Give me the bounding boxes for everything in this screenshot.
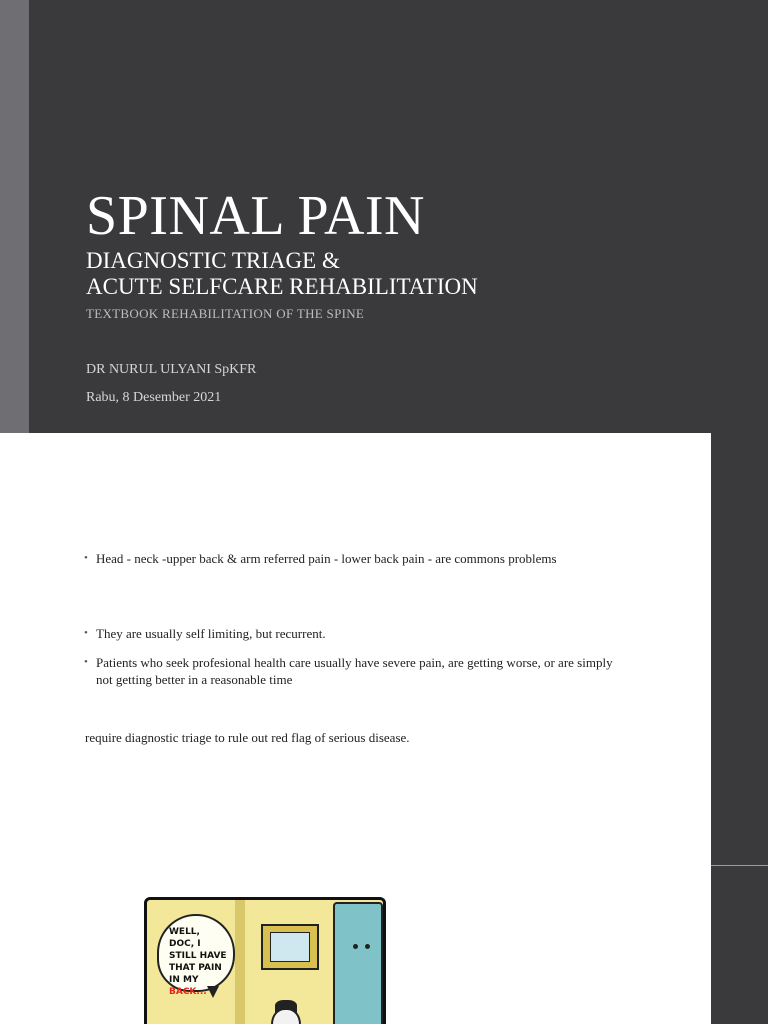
presentation-date: Rabu, 8 Desember 2021: [86, 390, 222, 405]
triage-note: require diagnostic triage to rule out red flag of serious disease.: [85, 730, 410, 745]
subtitle-line-2: ACUTE SELFCARE REHABILITATION: [86, 274, 478, 299]
slide-subtitle: [86, 248, 478, 300]
accent-bar: [0, 0, 29, 433]
bullet-dot: •: [84, 627, 88, 639]
bullet-dot: •: [84, 552, 88, 564]
author-name: DR NURUL ULYANI SpKFR: [86, 362, 257, 377]
cabinet-knob: [353, 944, 358, 949]
subtitle-line-1: DIAGNOSTIC TRIAGE &: [86, 248, 340, 273]
bullet-dot: •: [84, 656, 88, 668]
speech-emphasis: BACK...: [169, 987, 207, 997]
title-slide: [0, 0, 768, 433]
doctor-cartoon: [144, 897, 386, 1024]
wall-picture: [261, 924, 319, 970]
slide-title: SPINAL PAIN: [86, 185, 425, 247]
wall-strip: [235, 900, 245, 1024]
side-panel-lower: [711, 866, 768, 1024]
bullet-item: [84, 550, 624, 567]
picture-glass: [270, 932, 310, 962]
speech-bubble: [157, 914, 235, 997]
bullet-item: [84, 625, 624, 642]
bullet-text: Head - neck -upper back & arm referred pain - lower back pain - are commons problems: [96, 551, 557, 566]
slide-tagline: TEXTBOOK REHABILITATION OF THE SPINE: [86, 306, 365, 321]
side-panel: [711, 433, 768, 865]
bullet-text: Patients who seek profesional health care usually have severe pain, are getting worse, or are simply not getting better in a reasonable time: [96, 655, 613, 687]
bullet-text: They are usually self limiting, but recurrent.: [96, 626, 326, 641]
cabinet-knob: [365, 944, 370, 949]
bullet-item: [84, 654, 624, 688]
content-slide: [0, 433, 711, 1024]
speech-bubble-tail: [207, 986, 219, 998]
cabinet: [333, 902, 383, 1024]
speech-text: WELL, DOC, I STILL HAVE THAT PAIN IN MY: [169, 927, 227, 985]
